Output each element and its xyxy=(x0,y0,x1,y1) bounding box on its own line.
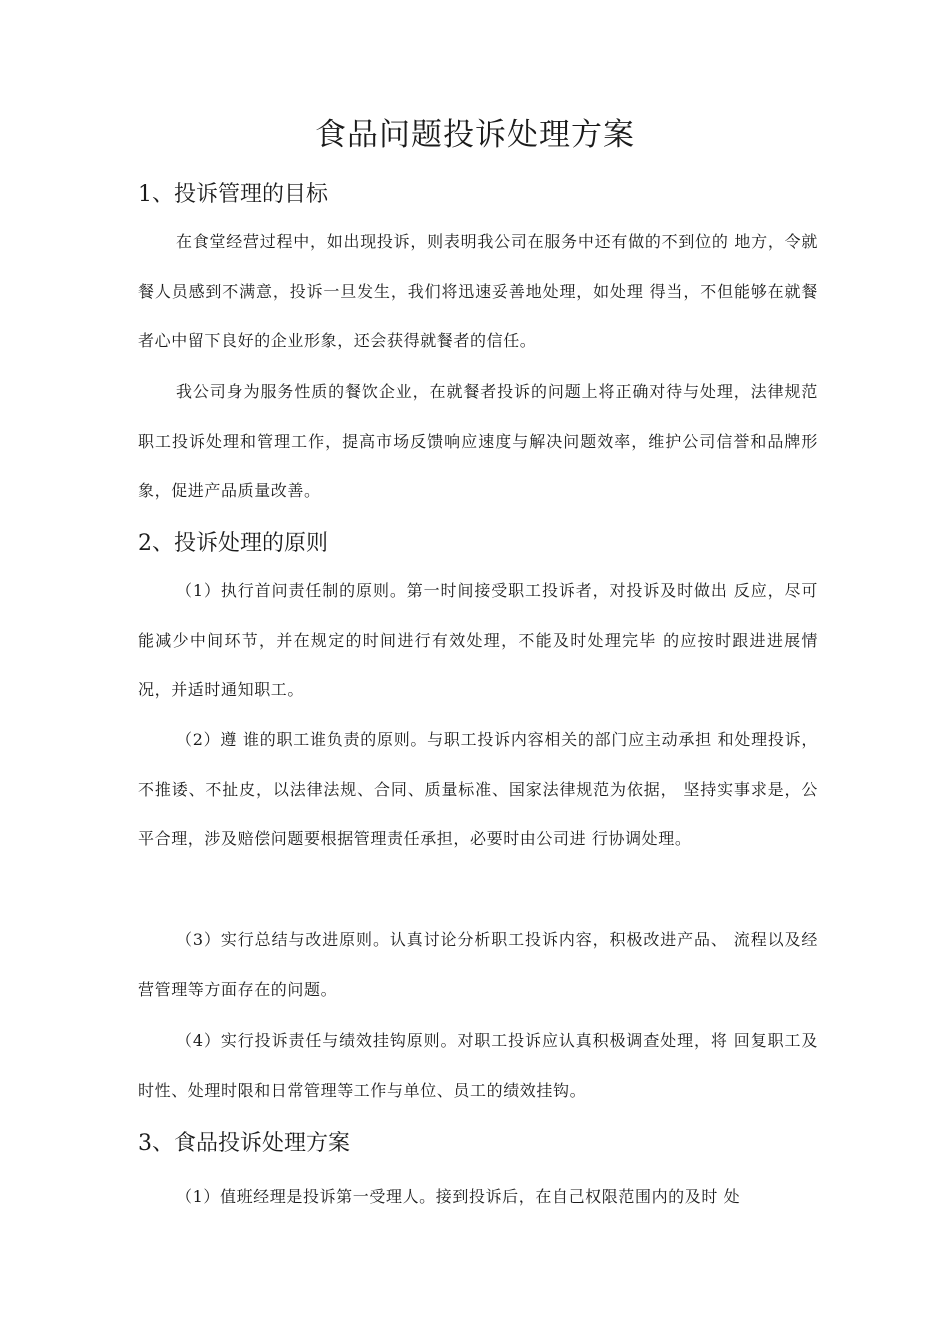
document-title: 食品问题投诉处理方案 xyxy=(315,117,635,153)
section-3-paragraph-1: （1）值班经理是投诉第一受理人。接到投诉后，在自己权限范围内的及时 处 xyxy=(176,1187,741,1206)
section-2-paragraph-2: （2）遵 谁的职工谁负责的原则。与职工投诉内容相关的部门应主动承担 和处理投诉，不推诿、不扯皮，以法律法规、合同、质量标准、国家法律规范为依据， 坚持实事求是，公平合理，涉及赔偿问题要根据管理责任承担，必要时由公司进 行协调处理。 xyxy=(138,730,818,848)
section-heading-1: 1、投诉管理的目标 xyxy=(138,182,328,207)
section-1-paragraph-1: 在食堂经营过程中，如出现投诉，则表明我公司在服务中还有做的不到位的 地方，令就餐人员感到不满意，投诉一旦发生，我们将迅速妥善地处理，如处理 得当，不但能够在就餐者心中留下良好的企业形象，还会获得就餐者的信任。 xyxy=(138,232,818,350)
section-2-paragraph-4: （4）实行投诉责任与绩效挂钩原则。对职工投诉应认真积极调查处理，将 回复职工及时性、处理时限和日常管理等工作与单位、员工的绩效挂钩。 xyxy=(138,1031,818,1100)
section-1-paragraph-2: 我公司身为服务性质的餐饮企业，在就餐者投诉的问题上将正确对待与处理，法律规范职工投诉处理和管理工作，提高市场反馈响应速度与解决问题效率，维护公司信誉和品牌形象，促进产品质量改善。 xyxy=(138,382,818,500)
section-2-paragraph-1: （1）执行首问责任制的原则。第一时间接受职工投诉者，对投诉及时做出 反应，尽可能减少中间环节，并在规定的时间进行有效处理，不能及时处理完毕 的应按时跟进进展情况，并适时通知职工。 xyxy=(138,581,818,699)
section-heading-3: 3、食品投诉处理方案 xyxy=(138,1131,350,1156)
section-2-paragraph-3: （3）实行总结与改进原则。认真讨论分析职工投诉内容，积极改进产品、 流程以及经营管理等方面存在的问题。 xyxy=(138,930,818,999)
section-heading-2: 2、投诉处理的原则 xyxy=(138,531,328,556)
